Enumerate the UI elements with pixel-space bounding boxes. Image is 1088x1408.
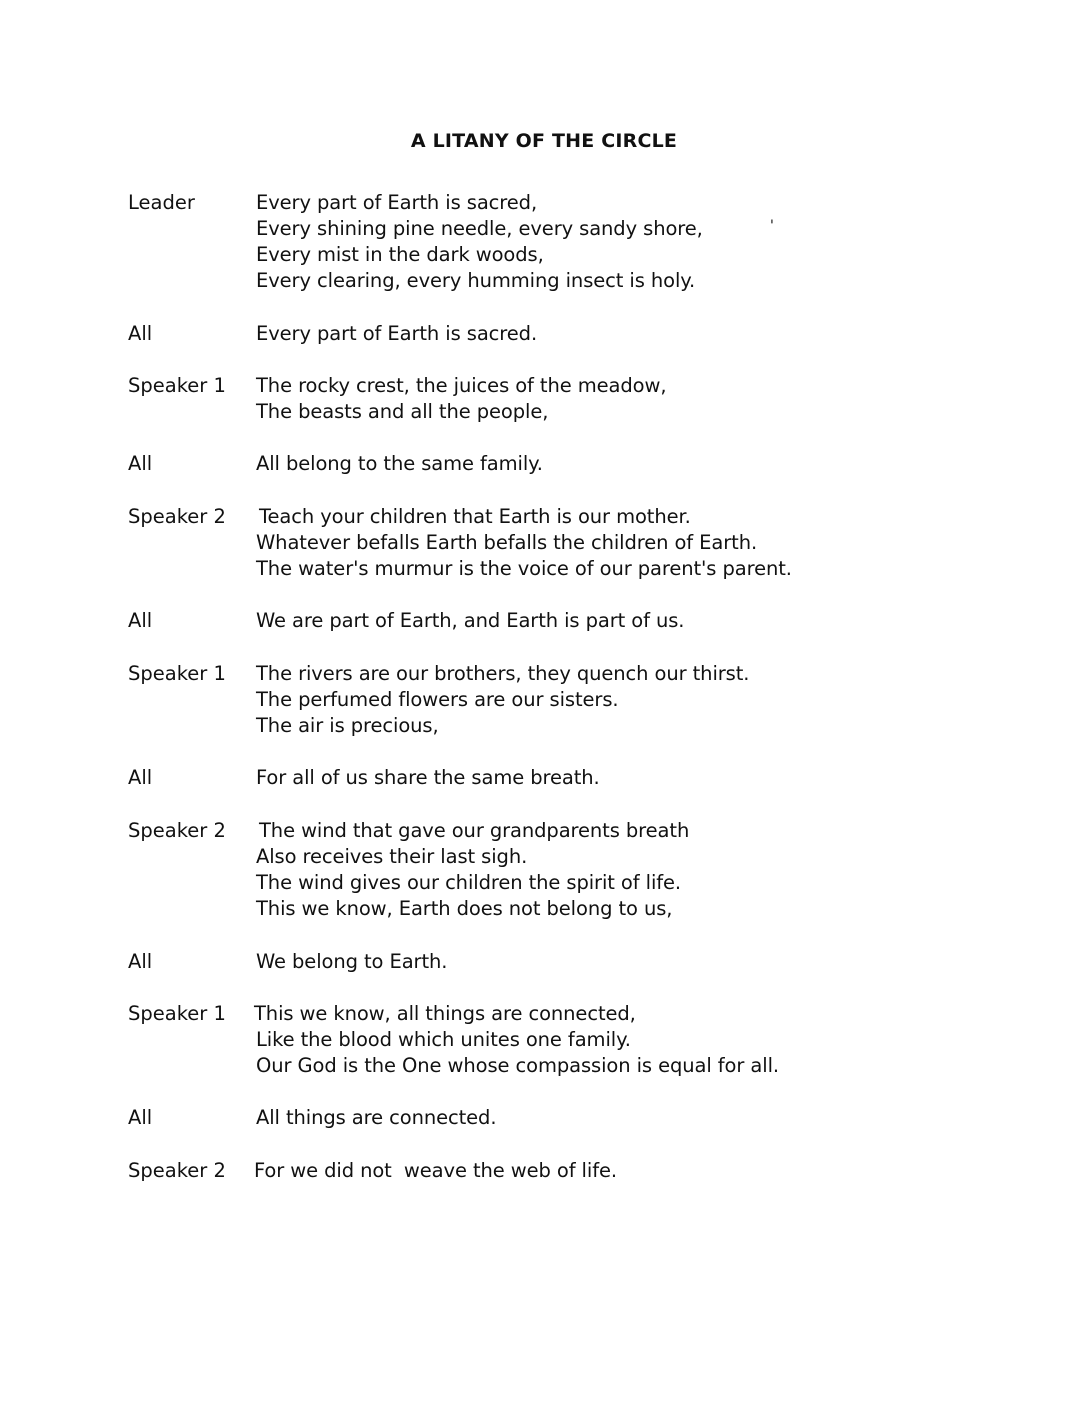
litany-line: Whatever befalls Earth befalls the children of Earth. xyxy=(256,531,758,554)
stanza-lines xyxy=(256,1105,1016,1131)
litany-line: Our God is the One whose compassion is equal for all. xyxy=(256,1054,779,1077)
stanza-lines xyxy=(256,321,1016,347)
litany-line: All belong to the same family. xyxy=(256,452,543,475)
stanza-lines xyxy=(256,373,1016,425)
speaker-label: Speaker 2 xyxy=(128,505,226,528)
litany-line: We are part of Earth, and Earth is part of us. xyxy=(256,609,685,632)
litany-line: All things are connected. xyxy=(256,1106,497,1129)
stanza-lines xyxy=(256,1158,1016,1184)
stanza-lines xyxy=(256,661,1016,739)
stanza-lines xyxy=(256,608,1016,634)
litany-line: For we did not weave the web of life. xyxy=(254,1159,617,1182)
litany-line: This we know, Earth does not belong to us, xyxy=(256,897,673,920)
stanza-lines xyxy=(256,190,1016,294)
litany-line: This we know, all things are connected, xyxy=(254,1002,636,1025)
litany-line: We belong to Earth. xyxy=(256,950,448,973)
litany-line: Teach your children that Earth is our mother. xyxy=(259,505,691,528)
litany-line: Every part of Earth is sacred, xyxy=(256,191,538,214)
litany-line: The rivers are our brothers, they quench our thirst. xyxy=(256,662,750,685)
speaker-label: Leader xyxy=(128,191,195,214)
litany-line: Every mist in the dark woods, xyxy=(256,243,544,266)
stanza-lines xyxy=(256,765,1016,791)
speaker-label: Speaker 2 xyxy=(128,1159,226,1182)
speaker-label: Speaker 1 xyxy=(128,662,226,685)
speaker-label: All xyxy=(128,766,153,789)
speaker-label: Speaker 1 xyxy=(128,374,226,397)
speaker-label: All xyxy=(128,452,153,475)
speaker-label: Speaker 2 xyxy=(128,819,226,842)
litany-line: The wind gives our children the spirit of life. xyxy=(256,871,682,894)
litany-line: The water's murmur is the voice of our parent's parent. xyxy=(256,557,792,580)
litany-line: Like the blood which unites one family. xyxy=(256,1028,631,1051)
stanza-lines xyxy=(256,818,1016,922)
litany-line: Every shining pine needle, every sandy shore, xyxy=(256,217,703,240)
speaker-label: All xyxy=(128,609,153,632)
stanza-lines xyxy=(256,504,1016,582)
stanza-lines xyxy=(256,949,1016,975)
stanza-lines xyxy=(256,451,1016,477)
document-title: A LITANY OF THE CIRCLE xyxy=(410,130,678,152)
speaker-label: All xyxy=(128,322,153,345)
speaker-label: All xyxy=(128,1106,153,1129)
litany-line: Every clearing, every humming insect is holy. xyxy=(256,269,696,292)
litany-line: The rocky crest, the juices of the meadow, xyxy=(256,374,667,397)
litany-line: The air is precious, xyxy=(256,714,439,737)
litany-line: The wind that gave our grandparents breath xyxy=(259,819,690,842)
litany-line: Every part of Earth is sacred. xyxy=(256,322,538,345)
litany-line: The beasts and all the people, xyxy=(256,400,549,423)
speaker-label: All xyxy=(128,950,153,973)
speaker-label: Speaker 1 xyxy=(128,1002,226,1025)
litany-line: Also receives their last sigh. xyxy=(256,845,528,868)
litany-line: The perfumed flowers are our sisters. xyxy=(256,688,619,711)
litany-line: For all of us share the same breath. xyxy=(256,766,600,789)
stray-mark: ' xyxy=(770,218,774,234)
stanza-lines xyxy=(256,1001,1016,1079)
